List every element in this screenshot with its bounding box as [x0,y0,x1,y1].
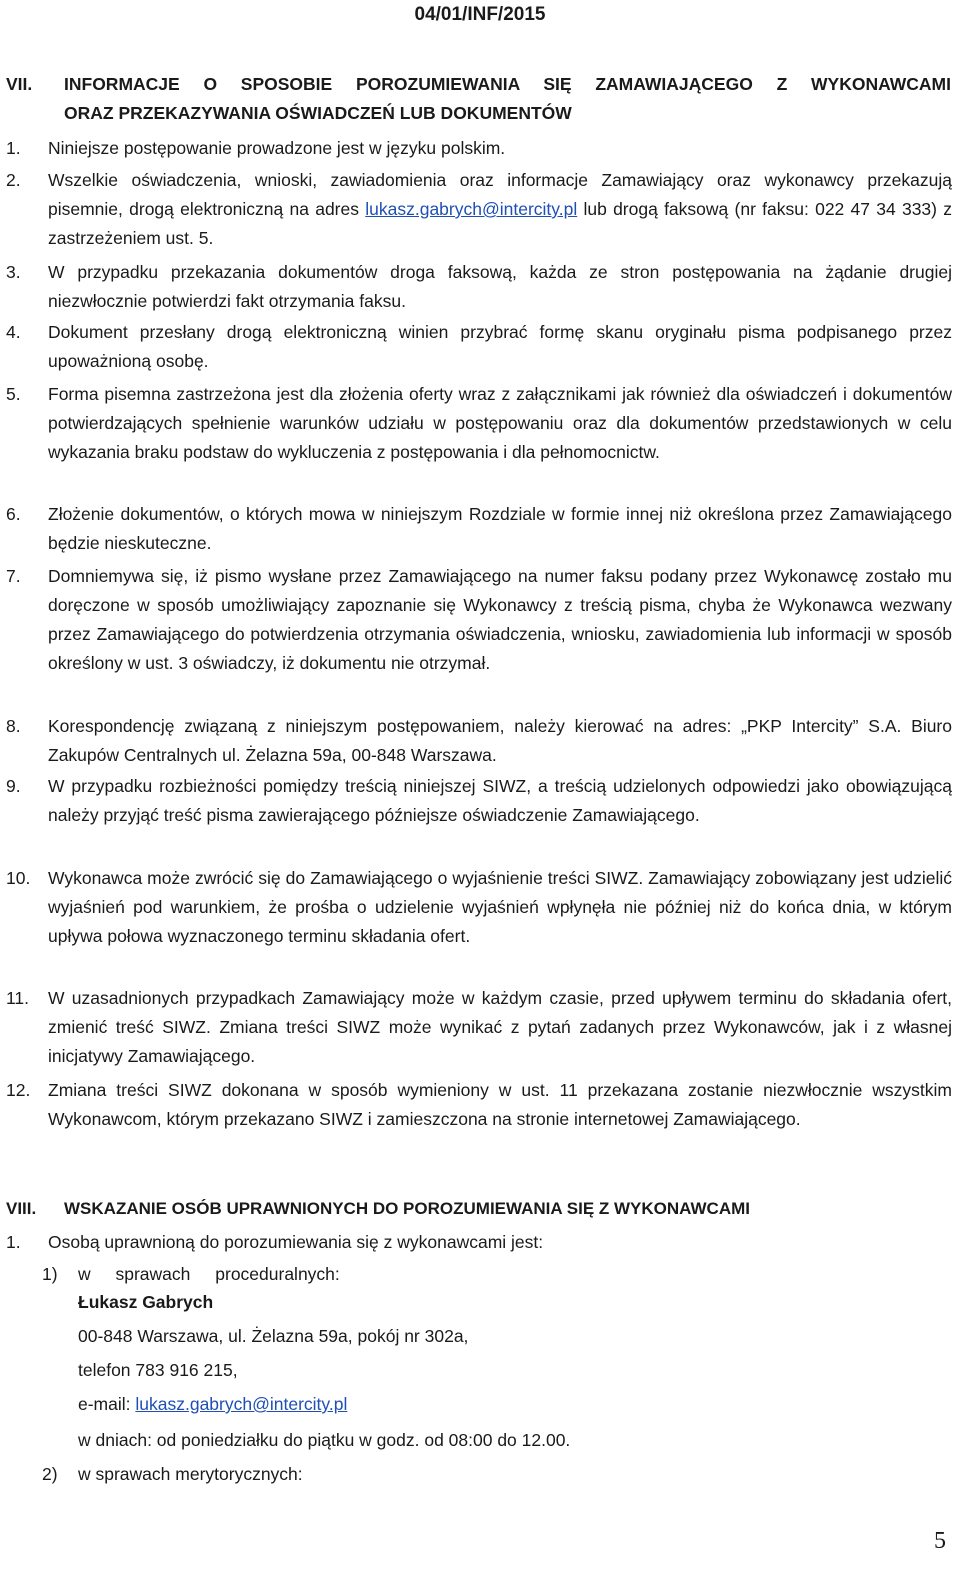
list-item [6,712,952,770]
item-text: Zmiana treści SIWZ dokonana w sposób wymieniony w ust. 11 przekazana zostanie niezwłocznie wszystkim Wykonawcom, którym przekazano SIWZ i zamieszczona na stronie internetowej Zamawiającego. [48,1080,952,1129]
item-number: 2. [6,170,21,190]
section-7-heading [6,70,951,128]
item-number: 11. [6,988,30,1008]
item-number: 4. [6,322,21,342]
item-number: 12. [6,1080,31,1100]
list-item [6,166,952,253]
item-text: Forma pisemna zastrzeżona jest dla złożenia oferty wraz z załącznikami jak również dla oświadczeń i dokumentów potwierdzających spełnienie warunków udziału w postępowaniu oraz dla dokumentów przedstawionych w celu wykazania braku podstaw do wykluczenia z postępowania i dla pełnomocnictw. [48,384,952,462]
contact-name: Łukasz Gabrych [78,1292,214,1312]
item-number: 3. [6,262,21,282]
item-text: W uzasadnionych przypadkach Zamawiający może w każdym czasie, przed upływem terminu do składania ofert, zmienić treść SIWZ. Zmiana treści SIWZ może wynikać z pytań zadanych przez Wykonawców, jak i z własnej inicjatywy Zamawiającego. [48,988,952,1066]
contact-phone: telefon 783 916 215, [78,1360,238,1380]
section-8-heading [6,1194,951,1223]
item-number: 5. [6,384,21,404]
item-number: 1. [6,1232,21,1252]
item-number: 7. [6,566,21,586]
list-item [6,864,952,951]
list-item [6,500,952,558]
section-7-roman: VII. [6,74,33,94]
list-item [6,772,952,830]
item-text: Domniemywa się, iż pismo wysłane przez Zamawiającego na numer faksu podany przez Wykonawcę zostało mu doręczone w sposób umożliwiający zapoznanie się Wykonawcy z treścią pisma, chyba że Wykonawca wezwany przez Zamawiającego do potwierdzenia otrzymania oświadczenia, wniosku, zawiadomienia lub informacji w sposób określony w ust. 3 oświadczy, iż dokumentu nie otrzymał. [48,566,952,673]
section-8-title: WSKAZANIE OSÓB UPRAWNIONYCH DO POROZUMIEWANIA SIĘ Z WYKONAWCAMI [64,1199,750,1218]
item-number: 9. [6,776,21,796]
sub-item-text: w sprawach proceduralnych: [78,1264,340,1284]
item-text: W przypadku przekazania dokumentów droga faksową, każda ze stron postępowania na żądanie drugiej niezwłocznie potwierdzi fakt otrzymania faksu. [48,262,952,311]
item-text: Dokument przesłany drogą elektroniczną winien przybrać formę skanu oryginału pisma podpisanego przez upoważnioną osobę. [48,322,952,371]
list-item [6,1228,952,1257]
section-8-roman: VIII. [6,1199,37,1218]
list-item [6,562,952,678]
item-text-part: Wszelkie oświadczenia, wnioski, zawiadomienia oraz informacje Zamawiający oraz wykonawcy przekazują pisemnie, drogą elektroniczną na adres [48,170,952,219]
email-link[interactable]: lukasz.gabrych@intercity.pl [365,199,578,219]
list-item [6,380,952,467]
sub-list-item [42,1260,942,1289]
item-number: 10. [6,868,31,888]
contact-address: 00-848 Warszawa, ul. Żelazna 59a, pokój nr 302a, [78,1326,469,1346]
contact-hours: w dniach: od poniedziałku do piątku w godz. od 08:00 do 12.00. [78,1430,571,1450]
page-number: 5 [934,1528,946,1554]
sub-item-number: 1) [42,1264,58,1284]
sub-item-number: 2) [42,1464,58,1484]
item-text: Niniejsze postępowanie prowadzone jest w języku polskim. [48,138,506,158]
contact-email-link[interactable]: lukasz.gabrych@intercity.pl [135,1394,348,1414]
item-text: Wykonawca może zwrócić się do Zamawiającego o wyjaśnienie treści SIWZ. Zamawiający zobowiązany jest udzielić wyjaśnień pod warunkiem, że prośba o udzielenie wyjaśnień wpłynęła nie później niż do końca dnia, w którym upływa połowa wyznaczonego terminu składania ofert. [48,868,952,946]
item-number: 1. [6,138,21,158]
list-item [6,984,952,1071]
item-text [48,166,952,253]
item-text: Osobą uprawnioną do porozumiewania się z wykonawcami jest: [48,1232,544,1252]
list-item [6,134,952,163]
section-7-title-line1: INFORMACJE O SPOSOBIE POROZUMIEWANIA SIĘ ZAMAWIAJĄCEGO Z WYKONAWCAMI [64,74,951,94]
item-text-part: lub drogą faksową (nr faksu: 022 47 34 333) z zastrzeżeniem ust. 5. [48,199,952,248]
list-item [6,318,952,376]
contact-email-line [78,1390,938,1419]
sub-item-text: w sprawach merytorycznych: [78,1464,303,1484]
section-7-title-line2: ORAZ PRZEKAZYWANIA OŚWIADCZEŃ LUB DOKUMENTÓW [64,103,572,123]
item-text: Złożenie dokumentów, o których mowa w niniejszym Rozdziale w formie innej niż określona przez Zamawiającego będzie nieskuteczne. [48,504,952,553]
item-number: 6. [6,504,21,524]
list-item [6,1076,952,1134]
contact-email-label: e-mail: [78,1394,136,1414]
item-number: 8. [6,716,21,736]
sub-list-item [42,1460,942,1489]
item-text: W przypadku rozbieżności pomiędzy treścią niniejszej SIWZ, a treścią udzielonych odpowiedzi jako obowiązującą należy przyjąć treść pisma zawierającego późniejsze oświadczenie Zamawiającego. [48,776,952,825]
document-number: 04/01/INF/2015 [414,4,546,25]
item-text: Korespondencję związaną z niniejszym postępowaniem, należy kierować na adres: „PKP Intercity” S.A. Biuro Zakupów Centralnych ul. Żelazna 59a, 00-848 Warszawa. [48,716,952,765]
list-item [6,258,952,316]
